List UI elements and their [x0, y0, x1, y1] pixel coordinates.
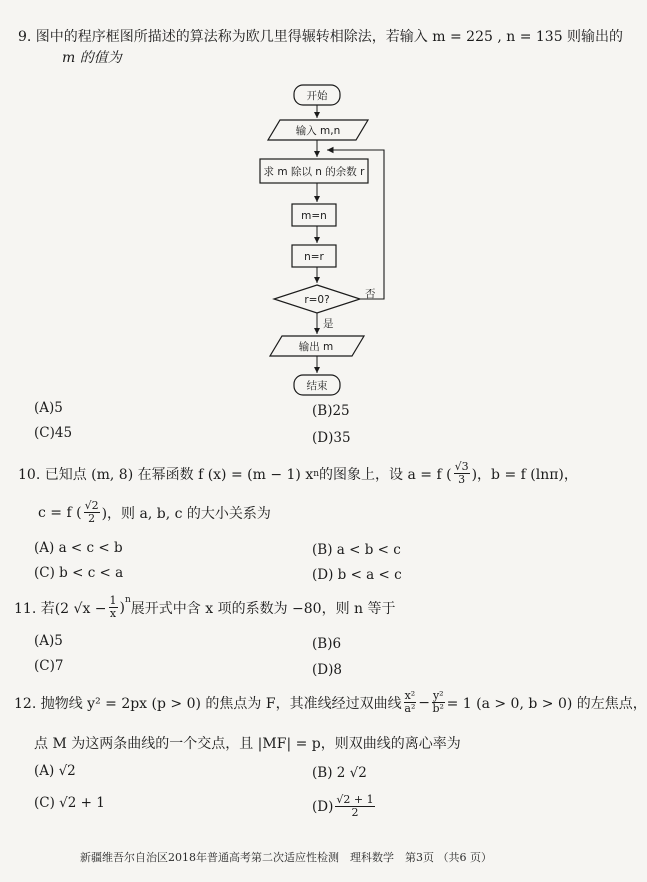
q11-option-d: (D)8: [312, 662, 342, 678]
flow-output-text: 输出 m: [298, 341, 334, 353]
q10-line1-prefix: 10. 已知点 (m, 8) 在幂函数 f (x) = (m − 1) x: [18, 466, 314, 483]
q10-line2-suffix: )，则 a, b, c 的大小关系为: [101, 505, 271, 522]
flow-yes-label: 是: [323, 318, 334, 330]
q9-option-b: (B)25: [312, 403, 350, 419]
flow-condition-text: r=0?: [304, 294, 330, 306]
q12-fraction-y: [432, 690, 445, 715]
q11-option-b: (B)6: [312, 636, 342, 652]
q9-option-a: (A)5: [34, 400, 63, 416]
flow-start-text: 开始: [306, 90, 328, 102]
q9-stem-line1: 9. 图中的程序框图所描述的算法称为欧几里得辗转相除法，若输入 m = 225 , n = 135 则输出的: [18, 29, 624, 45]
q10-frac1-num: √3: [454, 460, 469, 473]
page-footer: 新疆维吾尔自治区2018年普通高考第二次适应性检测 理科数学 第3页 （共6 页）: [80, 851, 492, 864]
q12-fraction-x: [404, 690, 417, 715]
flow-no-label: 否: [365, 288, 376, 300]
q12-stem-line2: 点 M 为这两条曲线的一个交点，且 |MF| = p，则双曲线的离心率为: [34, 736, 461, 752]
q10-fraction-c: [84, 500, 100, 525]
q10-exponent: n: [313, 468, 320, 479]
q10-fraction-a: [454, 461, 470, 486]
flow-end-text: 结束: [306, 380, 328, 392]
q11-frac-num: 1: [109, 594, 117, 607]
q12-option-d-den: 2: [351, 806, 359, 819]
q12-suffix: = 1 (a > 0, b > 0) 的左焦点，: [446, 695, 647, 712]
q12-frac2-num: y²: [432, 689, 444, 702]
q11-stem: [14, 595, 396, 620]
flow-input-text: 输入 m,n: [295, 125, 341, 137]
q10-frac1-den: 3: [458, 473, 466, 486]
q11-suffix: ): [119, 599, 125, 616]
q12-option-d-label: (D): [312, 798, 334, 815]
q12-option-d-num: √2 + 1: [336, 793, 374, 806]
q9-stem-line2: m 的值为: [62, 50, 122, 66]
q12-stem-line1: [14, 690, 647, 715]
q10-option-b: (B) a < b < c: [312, 542, 401, 558]
q11-frac-den: x: [109, 607, 117, 620]
q10-frac2-num: √2: [84, 499, 99, 512]
q12-option-b: (B) 2 √2: [312, 765, 367, 781]
q10-stem-line1: [18, 461, 578, 486]
q12-frac1-num: x²: [404, 689, 416, 702]
q11-fraction: [109, 595, 118, 620]
q11-exponent: n: [125, 595, 131, 605]
flow-assign-n-text: n=r: [304, 251, 324, 263]
q12-frac1-den: a²: [404, 702, 416, 715]
q9-option-c: (C)45: [34, 425, 73, 441]
q11-option-a: (A)5: [34, 633, 63, 649]
q10-option-d: (D) b < a < c: [312, 567, 402, 583]
flow-assign-m-text: m=n: [301, 210, 327, 222]
q12-option-d: [312, 794, 377, 819]
q11-option-c: (C)7: [34, 658, 64, 674]
q10-stem-line2: [38, 500, 271, 525]
q12-option-d-fraction: [335, 794, 374, 819]
q11-rest: 展开式中含 x 项的系数为 −80，则 n 等于: [130, 600, 396, 617]
q12-option-a: (A) √2: [34, 763, 76, 779]
q10-line2-prefix: c = f (: [38, 504, 82, 521]
q12-frac2-den: b²: [432, 702, 444, 715]
q11-prefix: 11. 若(2 √x −: [14, 600, 107, 617]
q12-option-c: (C) √2 + 1: [34, 795, 105, 811]
q10-option-a: (A) a < c < b: [34, 540, 123, 556]
q10-option-c: (C) b < c < a: [34, 565, 124, 581]
q10-line1-suffix: )，b = f (lnπ)，: [471, 466, 578, 483]
q12-prefix: 12. 抛物线 y² = 2px (p > 0) 的焦点为 F，其准线经过双曲线: [14, 695, 402, 712]
q10-frac2-den: 2: [88, 512, 96, 525]
q9-option-d: (D)35: [312, 430, 351, 446]
q10-line1-mid: 的图象上，设 a = f (: [319, 466, 452, 483]
q12-minus: −: [418, 694, 430, 711]
flow-remainder-text: 求 m 除以 n 的余数 r: [263, 166, 365, 178]
